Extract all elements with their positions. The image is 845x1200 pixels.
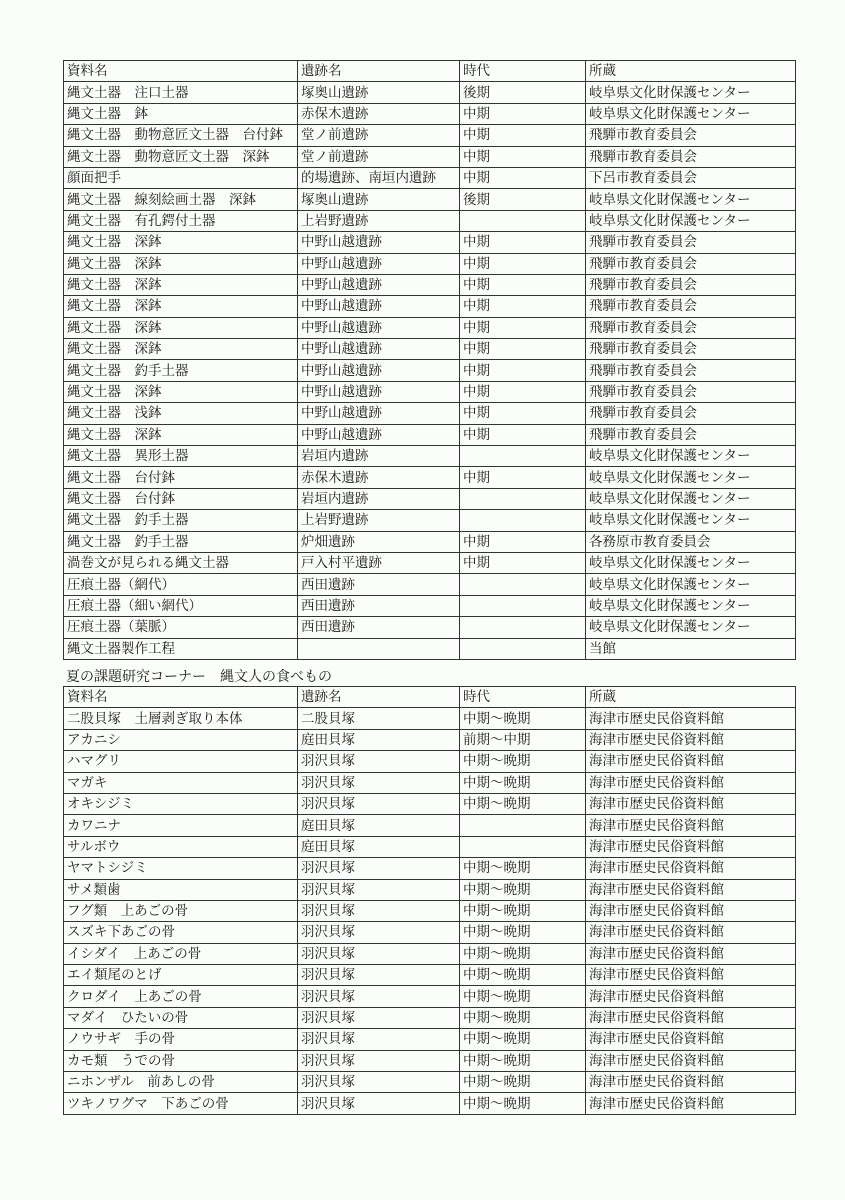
table-row bbox=[64, 253, 796, 274]
table-row bbox=[64, 339, 796, 360]
cell-site-name: 上岩野遺跡 bbox=[298, 210, 460, 231]
cell-item-name: ニホンザル 前あしの骨 bbox=[64, 1072, 298, 1093]
cell-collection: 岐阜県文化財保護センター bbox=[586, 82, 796, 103]
cell-collection: 海津市歴史民俗資料館 bbox=[586, 729, 796, 750]
cell-site-name: 塚奥山遺跡 bbox=[298, 82, 460, 103]
cell-collection: 岐阜県文化財保護センター bbox=[586, 595, 796, 616]
table-row bbox=[64, 232, 796, 253]
table-row bbox=[64, 574, 796, 595]
cell-item-name: クロダイ 上あごの骨 bbox=[64, 986, 298, 1007]
cell-collection: 海津市歴史民俗資料館 bbox=[586, 1007, 796, 1028]
cell-collection: 飛騨市教育委員会 bbox=[586, 296, 796, 317]
cell-site-name: 戸入村平遺跡 bbox=[298, 552, 460, 573]
table-row bbox=[64, 751, 796, 772]
cell-period: 中期 bbox=[460, 232, 586, 253]
cell-item-name: 縄文土器 異形土器 bbox=[64, 446, 298, 467]
table-row bbox=[64, 510, 796, 531]
header-period: 時代 bbox=[460, 687, 586, 708]
table-row bbox=[64, 167, 796, 188]
cell-period bbox=[460, 574, 586, 595]
header-row bbox=[64, 687, 796, 708]
cell-period: 中期～晩期 bbox=[460, 922, 586, 943]
cell-site-name: 羽沢貝塚 bbox=[298, 858, 460, 879]
cell-site-name: 岩垣内遺跡 bbox=[298, 488, 460, 509]
cell-collection: 岐阜県文化財保護センター bbox=[586, 617, 796, 638]
cell-site-name: 庭田貝塚 bbox=[298, 815, 460, 836]
cell-site-name: 堂ノ前遺跡 bbox=[298, 146, 460, 167]
cell-collection: 海津市歴史民俗資料館 bbox=[586, 1072, 796, 1093]
table-row bbox=[64, 638, 796, 659]
table-row bbox=[64, 729, 796, 750]
cell-site-name: 羽沢貝塚 bbox=[298, 1050, 460, 1071]
cell-collection: 岐阜県文化財保護センター bbox=[586, 552, 796, 573]
cell-period: 中期 bbox=[460, 403, 586, 424]
cell-period: 中期 bbox=[460, 146, 586, 167]
cell-collection: 海津市歴史民俗資料館 bbox=[586, 793, 796, 814]
cell-period: 中期～晩期 bbox=[460, 751, 586, 772]
cell-period bbox=[460, 836, 586, 857]
cell-period: 中期～晩期 bbox=[460, 965, 586, 986]
table-row bbox=[64, 1093, 796, 1114]
cell-period bbox=[460, 488, 586, 509]
table-row bbox=[64, 879, 796, 900]
table-row bbox=[64, 82, 796, 103]
cell-period: 中期 bbox=[460, 125, 586, 146]
table-row bbox=[64, 943, 796, 964]
cell-period: 中期～晩期 bbox=[460, 986, 586, 1007]
table-row bbox=[64, 103, 796, 124]
cell-collection: 海津市歴史民俗資料館 bbox=[586, 965, 796, 986]
table-row bbox=[64, 446, 796, 467]
cell-site-name: 羽沢貝塚 bbox=[298, 943, 460, 964]
cell-item-name: 縄文土器 台付鉢 bbox=[64, 467, 298, 488]
cell-item-name: 縄文土器 釣手土器 bbox=[64, 510, 298, 531]
cell-item-name: フグ類 上あごの骨 bbox=[64, 900, 298, 921]
cell-period: 中期～晩期 bbox=[460, 1029, 586, 1050]
table-row bbox=[64, 210, 796, 231]
cell-collection: 飛騨市教育委員会 bbox=[586, 403, 796, 424]
cell-period: 中期 bbox=[460, 531, 586, 552]
cell-period: 中期～晩期 bbox=[460, 708, 586, 729]
cell-site-name: 上岩野遺跡 bbox=[298, 510, 460, 531]
cell-site-name: 中野山越遺跡 bbox=[298, 403, 460, 424]
cell-item-name: ツキノワグマ 下あごの骨 bbox=[64, 1093, 298, 1114]
cell-collection: 飛騨市教育委員会 bbox=[586, 274, 796, 295]
cell-collection: 海津市歴史民俗資料館 bbox=[586, 943, 796, 964]
cell-site-name: 中野山越遺跡 bbox=[298, 317, 460, 338]
cell-site-name: 羽沢貝塚 bbox=[298, 751, 460, 772]
table-row bbox=[64, 986, 796, 1007]
cell-period: 中期～晩期 bbox=[460, 1072, 586, 1093]
cell-site-name: 赤保木遺跡 bbox=[298, 467, 460, 488]
artifact-table-jomon-food bbox=[63, 686, 796, 1115]
table-row bbox=[64, 274, 796, 295]
cell-item-name: 縄文土器 深鉢 bbox=[64, 317, 298, 338]
cell-site-name: 堂ノ前遺跡 bbox=[298, 125, 460, 146]
table-row bbox=[64, 1029, 796, 1050]
cell-period bbox=[460, 617, 586, 638]
cell-item-name: 縄文土器 注口土器 bbox=[64, 82, 298, 103]
cell-item-name: 渦巻文が見られる縄文土器 bbox=[64, 552, 298, 573]
cell-item-name: マダイ ひたいの骨 bbox=[64, 1007, 298, 1028]
cell-item-name: 縄文土器 動物意匠文土器 台付鉢 bbox=[64, 125, 298, 146]
cell-period: 中期 bbox=[460, 253, 586, 274]
cell-period: 中期 bbox=[460, 424, 586, 445]
cell-collection: 飛騨市教育委員会 bbox=[586, 317, 796, 338]
cell-period: 中期 bbox=[460, 296, 586, 317]
cell-item-name: 縄文土器 深鉢 bbox=[64, 296, 298, 317]
cell-site-name: 中野山越遺跡 bbox=[298, 232, 460, 253]
cell-site-name: 的場遺跡、南垣内遺跡 bbox=[298, 167, 460, 188]
cell-item-name: イシダイ 上あごの骨 bbox=[64, 943, 298, 964]
cell-collection: 飛騨市教育委員会 bbox=[586, 146, 796, 167]
cell-item-name: 縄文土器 線刻絵画土器 深鉢 bbox=[64, 189, 298, 210]
cell-period: 中期 bbox=[460, 167, 586, 188]
cell-site-name: 中野山越遺跡 bbox=[298, 339, 460, 360]
cell-site-name: 羽沢貝塚 bbox=[298, 1029, 460, 1050]
cell-period bbox=[460, 210, 586, 231]
cell-item-name: 縄文土器 深鉢 bbox=[64, 424, 298, 445]
cell-site-name: 中野山越遺跡 bbox=[298, 381, 460, 402]
cell-item-name: ヤマトシジミ bbox=[64, 858, 298, 879]
cell-collection: 飛騨市教育委員会 bbox=[586, 232, 796, 253]
cell-site-name: 中野山越遺跡 bbox=[298, 424, 460, 445]
cell-site-name: 二股貝塚 bbox=[298, 708, 460, 729]
cell-collection: 岐阜県文化財保護センター bbox=[586, 510, 796, 531]
cell-site-name: 西田遺跡 bbox=[298, 595, 460, 616]
cell-item-name: 縄文土器 台付鉢 bbox=[64, 488, 298, 509]
cell-collection: 海津市歴史民俗資料館 bbox=[586, 815, 796, 836]
cell-site-name: 岩垣内遺跡 bbox=[298, 446, 460, 467]
cell-collection: 飛騨市教育委員会 bbox=[586, 339, 796, 360]
cell-period: 中期 bbox=[460, 103, 586, 124]
table-row bbox=[64, 381, 796, 402]
cell-collection: 各務原市教育委員会 bbox=[586, 531, 796, 552]
cell-item-name: オキシジミ bbox=[64, 793, 298, 814]
table-row bbox=[64, 531, 796, 552]
cell-item-name: 縄文土器 鉢 bbox=[64, 103, 298, 124]
table-row bbox=[64, 836, 796, 857]
cell-collection: 海津市歴史民俗資料館 bbox=[586, 858, 796, 879]
cell-period: 中期 bbox=[460, 467, 586, 488]
cell-period bbox=[460, 595, 586, 616]
cell-period: 中期～晩期 bbox=[460, 879, 586, 900]
cell-item-name: マガキ bbox=[64, 772, 298, 793]
table-row bbox=[64, 403, 796, 424]
cell-item-name: ハマグリ bbox=[64, 751, 298, 772]
table-row bbox=[64, 467, 796, 488]
cell-site-name: 羽沢貝塚 bbox=[298, 900, 460, 921]
cell-site-name: 羽沢貝塚 bbox=[298, 793, 460, 814]
cell-site-name: 羽沢貝塚 bbox=[298, 1007, 460, 1028]
cell-period bbox=[460, 815, 586, 836]
cell-collection: 岐阜県文化財保護センター bbox=[586, 446, 796, 467]
cell-collection: 海津市歴史民俗資料館 bbox=[586, 751, 796, 772]
cell-item-name: 縄文土器 釣手土器 bbox=[64, 531, 298, 552]
cell-period: 中期 bbox=[460, 381, 586, 402]
cell-period: 前期～中期 bbox=[460, 729, 586, 750]
cell-collection: 当館 bbox=[586, 638, 796, 659]
cell-site-name: 庭田貝塚 bbox=[298, 729, 460, 750]
cell-collection: 岐阜県文化財保護センター bbox=[586, 488, 796, 509]
cell-item-name: 縄文土器 釣手土器 bbox=[64, 360, 298, 381]
cell-item-name: 圧痕土器（葉脈） bbox=[64, 617, 298, 638]
cell-period: 中期～晩期 bbox=[460, 858, 586, 879]
table-row bbox=[64, 858, 796, 879]
table-row bbox=[64, 1050, 796, 1071]
cell-item-name: 顔面把手 bbox=[64, 167, 298, 188]
table-row bbox=[64, 1072, 796, 1093]
header-collection: 所蔵 bbox=[586, 61, 796, 82]
table-row bbox=[64, 1007, 796, 1028]
table-row bbox=[64, 900, 796, 921]
cell-item-name: 圧痕土器（細い網代） bbox=[64, 595, 298, 616]
cell-item-name: エイ類尾のとげ bbox=[64, 965, 298, 986]
cell-period: 中期 bbox=[460, 360, 586, 381]
cell-site-name: 羽沢貝塚 bbox=[298, 1093, 460, 1114]
cell-collection: 海津市歴史民俗資料館 bbox=[586, 1029, 796, 1050]
table-row bbox=[64, 360, 796, 381]
table-row bbox=[64, 125, 796, 146]
cell-site-name: 中野山越遺跡 bbox=[298, 296, 460, 317]
cell-collection: 海津市歴史民俗資料館 bbox=[586, 900, 796, 921]
cell-site-name: 中野山越遺跡 bbox=[298, 360, 460, 381]
cell-period bbox=[460, 638, 586, 659]
cell-site-name: 庭田貝塚 bbox=[298, 836, 460, 857]
cell-collection: 岐阜県文化財保護センター bbox=[586, 189, 796, 210]
cell-collection: 海津市歴史民俗資料館 bbox=[586, 879, 796, 900]
table-row bbox=[64, 793, 796, 814]
cell-period: 中期 bbox=[460, 339, 586, 360]
cell-collection: 下呂市教育委員会 bbox=[586, 167, 796, 188]
cell-item-name: カモ類 うでの骨 bbox=[64, 1050, 298, 1071]
cell-site-name: 羽沢貝塚 bbox=[298, 965, 460, 986]
cell-period: 中期～晩期 bbox=[460, 943, 586, 964]
cell-collection: 海津市歴史民俗資料館 bbox=[586, 1050, 796, 1071]
cell-collection: 飛騨市教育委員会 bbox=[586, 125, 796, 146]
cell-site-name: 炉畑遺跡 bbox=[298, 531, 460, 552]
cell-collection: 岐阜県文化財保護センター bbox=[586, 210, 796, 231]
cell-site-name: 西田遺跡 bbox=[298, 617, 460, 638]
header-row bbox=[64, 61, 796, 82]
cell-site-name: 羽沢貝塚 bbox=[298, 772, 460, 793]
cell-site-name: 中野山越遺跡 bbox=[298, 274, 460, 295]
cell-item-name: 縄文土器 深鉢 bbox=[64, 232, 298, 253]
cell-item-name: 縄文土器 深鉢 bbox=[64, 253, 298, 274]
cell-collection: 岐阜県文化財保護センター bbox=[586, 103, 796, 124]
cell-item-name: 縄文土器 有孔鍔付土器 bbox=[64, 210, 298, 231]
header-site-name: 遺跡名 bbox=[298, 687, 460, 708]
header-item-name: 資料名 bbox=[64, 61, 298, 82]
cell-item-name: 縄文土器製作工程 bbox=[64, 638, 298, 659]
cell-item-name: アカニシ bbox=[64, 729, 298, 750]
cell-period bbox=[460, 446, 586, 467]
cell-period: 後期 bbox=[460, 82, 586, 103]
table-row bbox=[64, 815, 796, 836]
cell-item-name: サメ類歯 bbox=[64, 879, 298, 900]
cell-collection: 海津市歴史民俗資料館 bbox=[586, 922, 796, 943]
header-period: 時代 bbox=[460, 61, 586, 82]
table-row bbox=[64, 552, 796, 573]
cell-site-name: 羽沢貝塚 bbox=[298, 879, 460, 900]
cell-period: 中期 bbox=[460, 274, 586, 295]
cell-period: 中期 bbox=[460, 552, 586, 573]
cell-collection: 岐阜県文化財保護センター bbox=[586, 467, 796, 488]
cell-item-name: 二股貝塚 土層剥ぎ取り本体 bbox=[64, 708, 298, 729]
cell-site-name: 西田遺跡 bbox=[298, 574, 460, 595]
cell-item-name: スズキ下あごの骨 bbox=[64, 922, 298, 943]
cell-item-name: 圧痕土器（網代） bbox=[64, 574, 298, 595]
header-item-name: 資料名 bbox=[64, 687, 298, 708]
section-title: 夏の課題研究コーナー 縄文人の食べもの bbox=[66, 669, 332, 685]
table-row bbox=[64, 146, 796, 167]
cell-site-name: 中野山越遺跡 bbox=[298, 253, 460, 274]
table-row bbox=[64, 965, 796, 986]
cell-period: 中期～晩期 bbox=[460, 1093, 586, 1114]
cell-item-name: カワニナ bbox=[64, 815, 298, 836]
table-row bbox=[64, 488, 796, 509]
cell-site-name: 赤保木遺跡 bbox=[298, 103, 460, 124]
cell-period: 後期 bbox=[460, 189, 586, 210]
cell-item-name: 縄文土器 動物意匠文土器 深鉢 bbox=[64, 146, 298, 167]
cell-item-name: 縄文土器 深鉢 bbox=[64, 339, 298, 360]
table-row bbox=[64, 189, 796, 210]
table-row bbox=[64, 922, 796, 943]
table-row bbox=[64, 772, 796, 793]
cell-collection: 飛騨市教育委員会 bbox=[586, 424, 796, 445]
table-row bbox=[64, 595, 796, 616]
cell-collection: 飛騨市教育委員会 bbox=[586, 381, 796, 402]
cell-period: 中期～晩期 bbox=[460, 793, 586, 814]
cell-period: 中期～晩期 bbox=[460, 1007, 586, 1028]
cell-item-name: 縄文土器 深鉢 bbox=[64, 274, 298, 295]
artifact-table-jomon-pottery bbox=[63, 60, 796, 660]
cell-site-name bbox=[298, 638, 460, 659]
cell-period: 中期 bbox=[460, 317, 586, 338]
table-row bbox=[64, 708, 796, 729]
cell-site-name: 羽沢貝塚 bbox=[298, 1072, 460, 1093]
cell-item-name: 縄文土器 浅鉢 bbox=[64, 403, 298, 424]
cell-site-name: 塚奥山遺跡 bbox=[298, 189, 460, 210]
cell-site-name: 羽沢貝塚 bbox=[298, 986, 460, 1007]
cell-period: 中期～晩期 bbox=[460, 900, 586, 921]
cell-item-name: サルボウ bbox=[64, 836, 298, 857]
table-row bbox=[64, 317, 796, 338]
cell-collection: 岐阜県文化財保護センター bbox=[586, 574, 796, 595]
cell-period: 中期～晩期 bbox=[460, 1050, 586, 1071]
cell-collection: 飛騨市教育委員会 bbox=[586, 253, 796, 274]
header-site-name: 遺跡名 bbox=[298, 61, 460, 82]
cell-period bbox=[460, 510, 586, 531]
table-row bbox=[64, 617, 796, 638]
cell-collection: 海津市歴史民俗資料館 bbox=[586, 836, 796, 857]
cell-period: 中期～晩期 bbox=[460, 772, 586, 793]
cell-collection: 海津市歴史民俗資料館 bbox=[586, 772, 796, 793]
table-row bbox=[64, 296, 796, 317]
cell-collection: 海津市歴史民俗資料館 bbox=[586, 986, 796, 1007]
cell-site-name: 羽沢貝塚 bbox=[298, 922, 460, 943]
cell-collection: 海津市歴史民俗資料館 bbox=[586, 1093, 796, 1114]
cell-item-name: ノウサギ 手の骨 bbox=[64, 1029, 298, 1050]
header-collection: 所蔵 bbox=[586, 687, 796, 708]
cell-collection: 海津市歴史民俗資料館 bbox=[586, 708, 796, 729]
cell-collection: 飛騨市教育委員会 bbox=[586, 360, 796, 381]
table-row bbox=[64, 424, 796, 445]
cell-item-name: 縄文土器 深鉢 bbox=[64, 381, 298, 402]
